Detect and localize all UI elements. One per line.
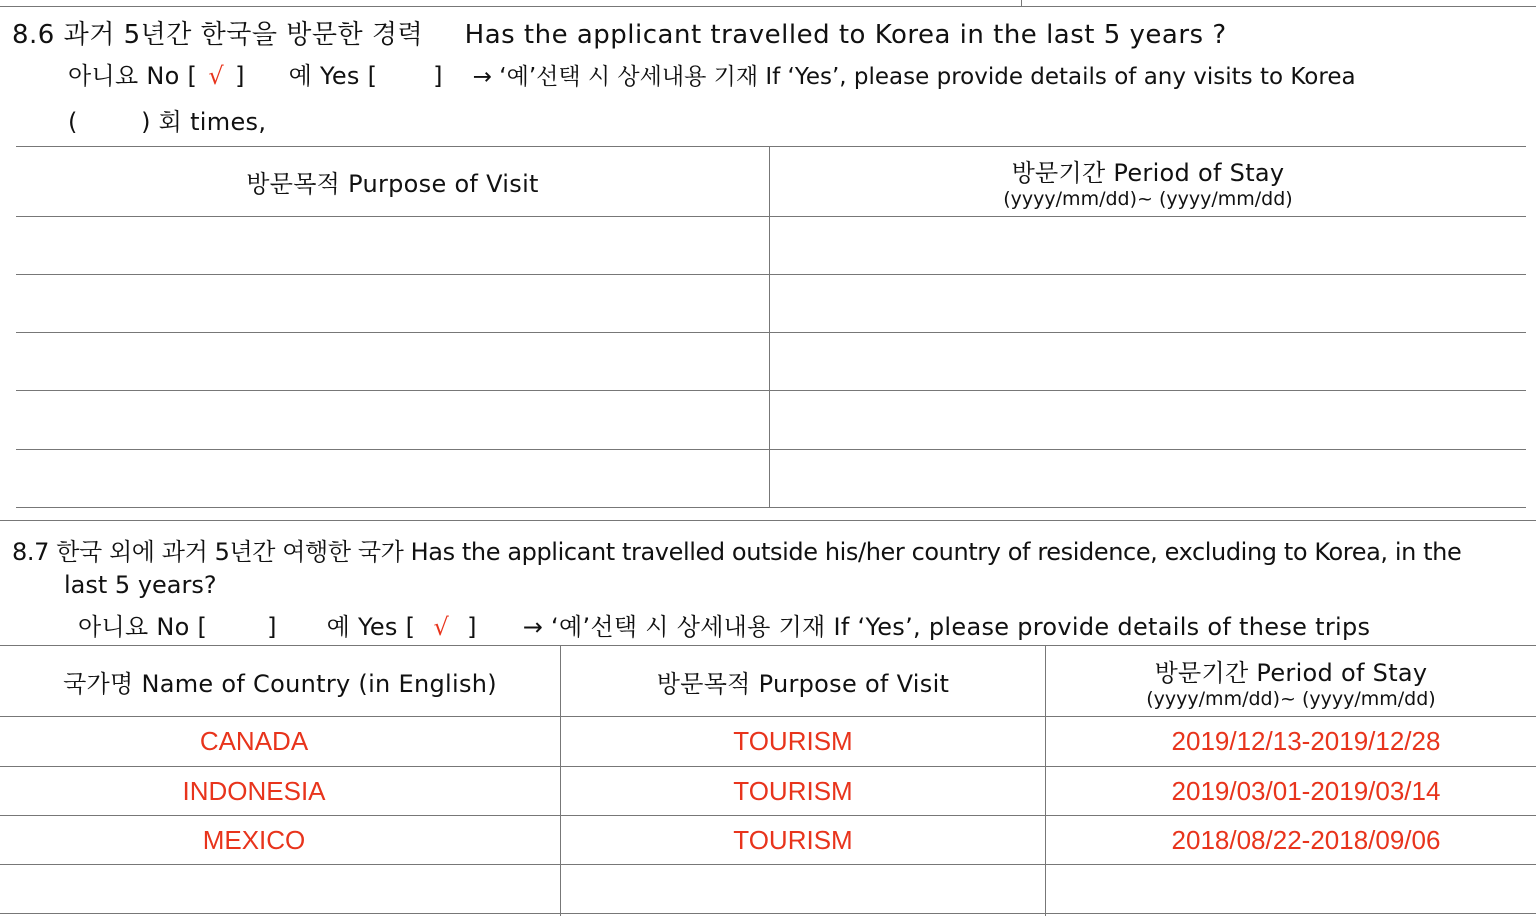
table-87-bottom-rule (0, 913, 1536, 914)
section-86-heading-kr: 8.6 과거 5년간 한국을 방문한 경력 (12, 20, 424, 50)
header-period-format: (yyyy/mm/dd)~ (yyyy/mm/dd) (1003, 188, 1293, 210)
table-87-cell-period[interactable] (1046, 865, 1536, 913)
section-87-instruction: → ‘예’선택 시 상세내용 기재 If ‘Yes’, please provide details of these trips (522, 613, 1371, 641)
table-86-cell-period[interactable] (770, 217, 1526, 274)
yes-checkbox-close: ] (467, 613, 477, 641)
table-87-header-country (0, 646, 560, 716)
no-checkbox-close: ] (267, 613, 277, 641)
table-87-cell-country[interactable]: CANADA (199, 726, 309, 756)
section-87-heading: 8.7 한국 외에 과거 5년간 여행한 국가 Has the applicant travelled outside his/her country of residence, excluding to Korea, in the (12, 538, 1462, 566)
table-87-cell-country[interactable]: INDONESIA (182, 775, 326, 806)
section-86-instruction: → ‘예’선택 시 상세내용 기재 If ‘Yes’, please provide details of any visits to Korea (472, 64, 1356, 90)
section-87-answer-line (78, 607, 1370, 642)
yes-checkbox-close: ] (433, 62, 443, 90)
yes-option-label: 예 Yes [ (288, 62, 378, 90)
visit-count-field[interactable]: ( ) 회 times, (68, 108, 267, 136)
table-86-cell-purpose[interactable] (16, 333, 769, 390)
header-period-format: (yyyy/mm/dd)~ (yyyy/mm/dd) (1146, 687, 1436, 710)
no-checkbox[interactable]: √ (208, 62, 224, 90)
table-86-bottom-rule (16, 507, 1526, 508)
table-87-header-period (1046, 646, 1536, 716)
section-86-answer-line (68, 56, 1356, 91)
table-87-cell-period[interactable]: 2018/08/22-2018/09/06 (1171, 824, 1441, 855)
section-86-heading (12, 14, 1227, 51)
table-87-cell-country[interactable]: MEXICO (202, 824, 306, 855)
table-86-cell-purpose[interactable] (16, 217, 769, 274)
yes-checkbox[interactable]: √ (433, 613, 450, 641)
section-separator (0, 520, 1536, 521)
table-86-cell-purpose[interactable] (16, 450, 769, 507)
table-87-cell-purpose[interactable]: TOURISM (733, 726, 853, 756)
table-86-cell-period[interactable] (770, 391, 1526, 449)
table-87-cell-period[interactable]: 2019/03/01-2019/03/14 (1171, 775, 1441, 806)
table-87-header-purpose (561, 646, 1045, 716)
header-purpose-label: 방문목적 Purpose of Visit (246, 170, 539, 198)
header-country-label: 국가명 Name of Country (in English) (63, 669, 497, 698)
table-87-cell-purpose[interactable]: TOURISM (733, 824, 853, 855)
table-86-cell-purpose[interactable] (16, 275, 769, 332)
no-checkbox-close: ] (235, 62, 245, 90)
top-rule (0, 6, 1536, 7)
table-86-header-purpose (16, 147, 769, 216)
table-86-cell-period[interactable] (770, 450, 1526, 507)
top-divider (1021, 0, 1022, 6)
no-option-label: 아니요 No [ (78, 613, 208, 641)
table-87-cell-period[interactable]: 2019/12/13-2019/12/28 (1171, 726, 1441, 756)
table-86-cell-purpose[interactable] (16, 391, 769, 449)
no-option-label: 아니요 No [ (68, 62, 198, 90)
header-purpose-label: 방문목적 Purpose of Visit (656, 669, 950, 698)
yes-option-label: 예 Yes [ (326, 613, 416, 641)
table-87-cell-country[interactable] (0, 865, 560, 913)
table-87-cell-purpose[interactable]: TOURISM (733, 775, 853, 806)
table-86-cell-period[interactable] (770, 333, 1526, 390)
table-87-cell-purpose[interactable] (561, 865, 1045, 913)
header-period-label: 방문기간 Period of Stay (1154, 658, 1428, 687)
section-87-heading-cont: last 5 years? (64, 571, 217, 599)
table-86-header-period (770, 147, 1526, 216)
table-86-cell-period[interactable] (770, 275, 1526, 332)
section-86-heading-en: Has the applicant travelled to Korea in the last 5 years ? (464, 20, 1227, 50)
header-period-label: 방문기간 Period of Stay (1011, 159, 1285, 187)
